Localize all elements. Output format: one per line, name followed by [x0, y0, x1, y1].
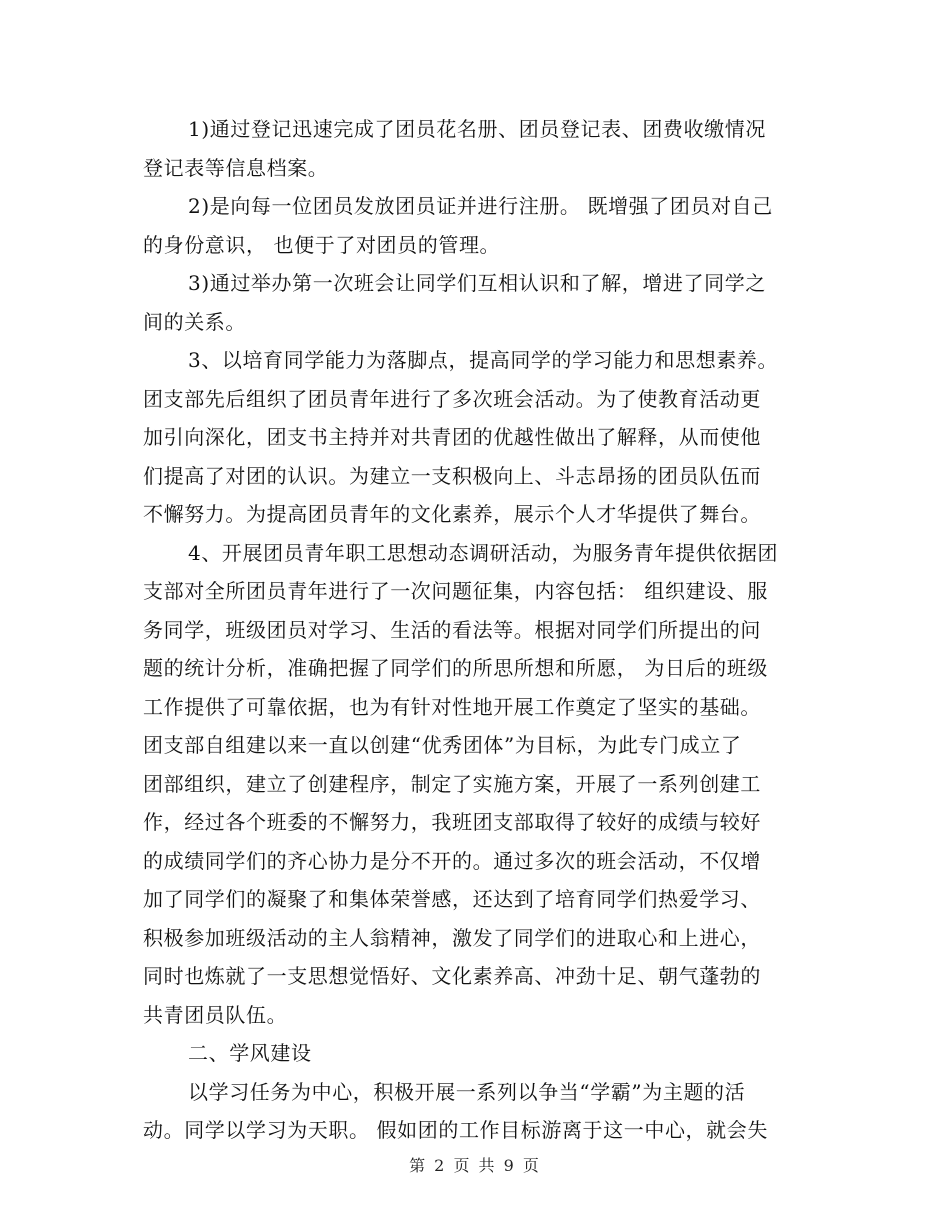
text-line: 们提高了对团的认识。为建立一支积极向上、斗志昂扬的团员队伍而: [143, 463, 761, 488]
text-line: 团支部先后组织了团员青年进行了多次班会活动。为了使教育活动更: [143, 386, 761, 411]
text-line: 2)是向每一位团员发放团员证并进行注册。 既增强了团员对自己: [188, 194, 773, 218]
text-line: 4、开展团员青年职工思想动态调研活动，为服务青年提供依据团: [188, 540, 779, 565]
text-line: 间的关系。: [143, 309, 246, 334]
text-line: 积极参加班级活动的主人翁精神，激发了同学们的进取心和上进心，: [143, 925, 761, 950]
text-line: 3)通过举办第一次班会让同学们互相认识和了解，增进了同学之: [188, 271, 766, 295]
text-line: 同时也炼就了一支思想觉悟好、文化素养高、冲劲十足、朝气蓬勃的: [143, 964, 761, 988]
text-line: 3、以培育同学能力为落脚点，提高同学的学习能力和思想素养。: [188, 348, 779, 372]
text-line: 二、学风建设: [188, 1041, 312, 1065]
text-line: 登记表等信息档案。: [143, 155, 329, 180]
text-line: 加引向深化，团支书主持并对共青团的优越性做出了解释，从而使他: [143, 425, 761, 449]
body-text: [143, 110, 807, 1150]
text-line: 支部对全所团员青年进行了一次问题征集，内容包括： 组织建设、服: [143, 579, 768, 603]
text-line: 加了同学们的凝聚了和集体荣誉感，还达到了培育同学们热爱学习、: [143, 887, 761, 911]
text-line: 题的统计分析，准确把握了同学们的所思所想和所愿， 为日后的班级: [143, 656, 768, 680]
text-line: 务同学，班级团员对学习、生活的看法等。根据对同学们所提出的问: [143, 617, 761, 642]
text-line: 作，经过各个班委的不懈努力，我班团支部取得了较好的成绩与较好: [143, 810, 761, 834]
text-line: 团部组织，建立了创建程序，制定了实施方案，开展了一系列创建工: [143, 771, 761, 796]
text-line: 的成绩同学们的齐心协力是分不开的。通过多次的班会活动，不仅增: [143, 848, 761, 873]
text-line: 不懈努力。为提高团员青年的文化素养，展示个人才华提供了舞台。: [143, 502, 761, 526]
text-line: 以学习任务为中心，积极开展一系列以争当“学霸”为主题的活: [188, 1079, 746, 1104]
text-line: 1)通过登记迅速完成了团员花名册、团员登记表、团费收缴情况: [188, 117, 766, 141]
text-line: 团支部自组建以来一直以创建“优秀团体”为目标，为此专门成立了: [143, 733, 742, 757]
text-line: 动。同学以学习为天职。 假如团的工作目标游离于这一中心，就会失: [143, 1118, 768, 1142]
text-line: 的身份意识， 也便于了对团员的管理。: [143, 232, 501, 257]
page-footer: 第 2 页 共 9 页: [409, 1156, 541, 1175]
text-line: 工作提供了可靠依据，也为有针对性地开展工作奠定了坚实的基础。: [143, 694, 761, 719]
text-line: 共青团员队伍。: [143, 1002, 288, 1027]
